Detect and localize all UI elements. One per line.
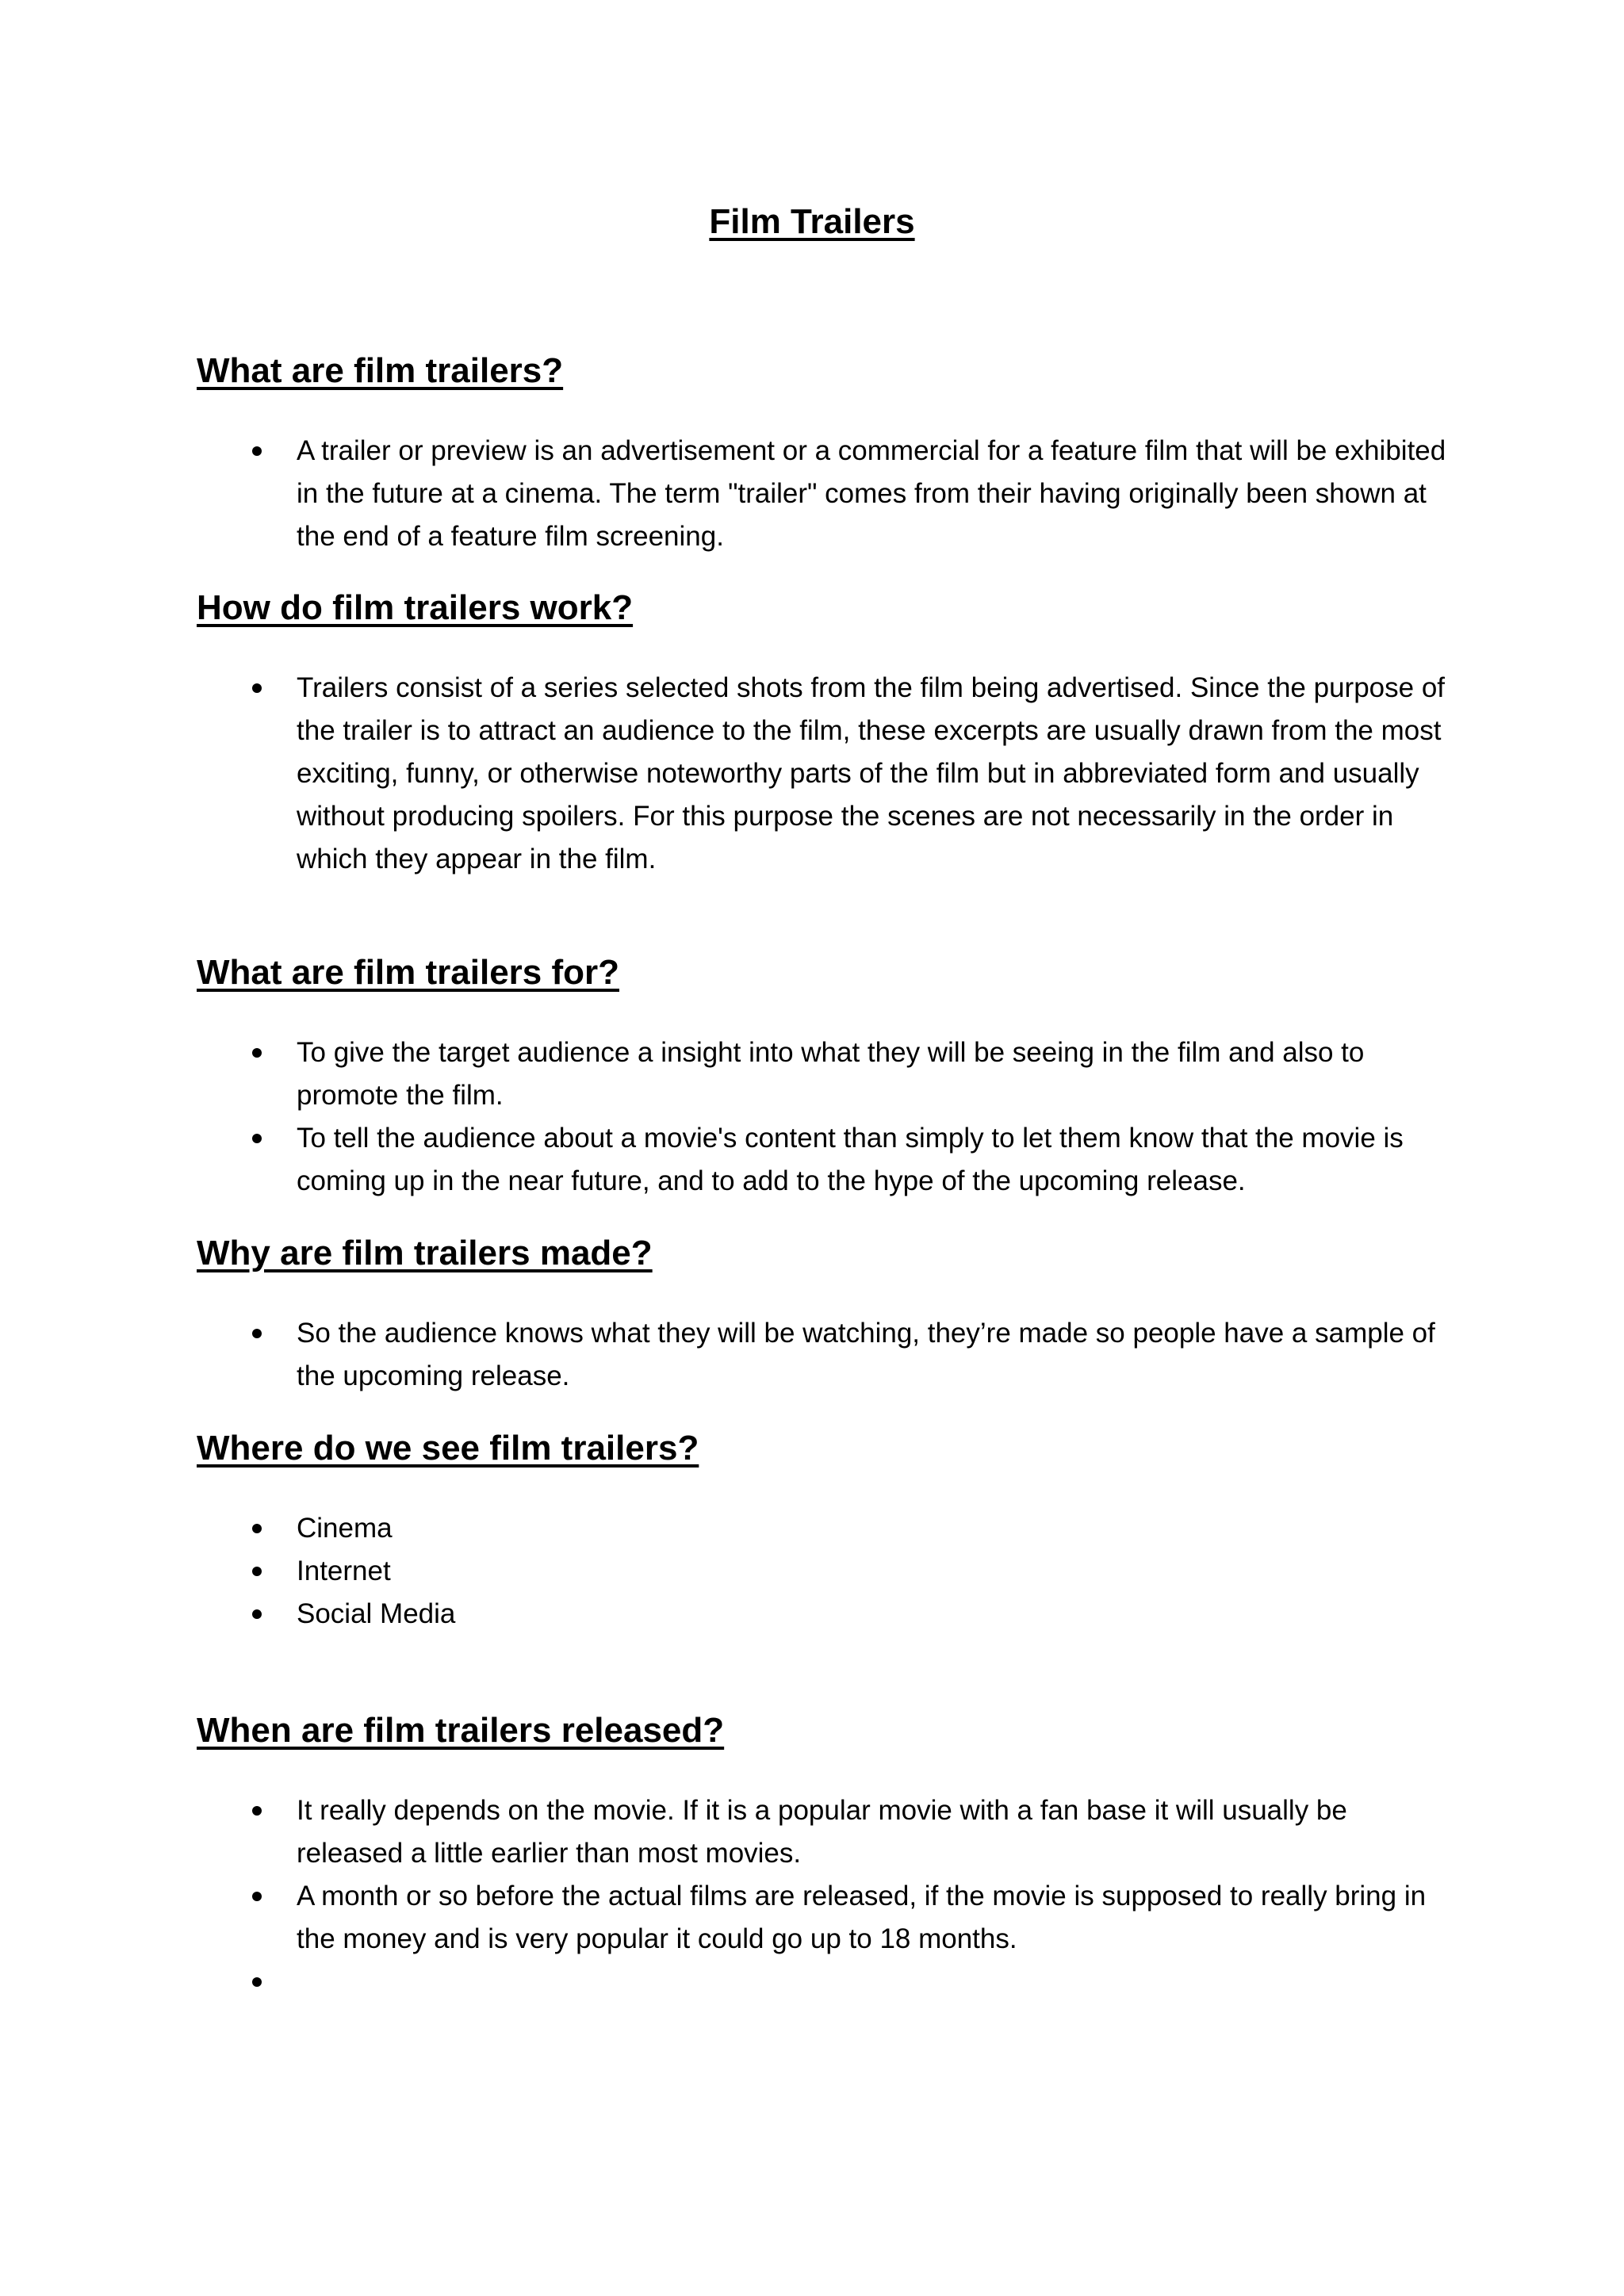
section-heading: When are film trailers released? [197,1711,725,1750]
bullet-icon [249,1117,265,1160]
section-heading: How do film trailers work? [197,588,634,627]
bullet-icon [249,1550,265,1593]
list-item-text: Internet [297,1556,391,1586]
list-item-text: A trailer or preview is an advertisement or a commercial for a feature film that will be exhibited in the future at a cinema. The term "trailer" comes from their having originally been shown at the end of a feature film screening. [297,435,1446,552]
list-item-text: So the audience knows what they will be watching, they’re made so people have a sample of the upcoming release. [297,1318,1435,1391]
bullet-icon [249,1507,265,1550]
list-item-text: To give the target audience a insight into what they will be seeing in the film and also to promote the film. [297,1037,1365,1111]
section-heading: Why are film trailers made? [197,1234,653,1272]
list-item [197,1031,1450,1117]
list-item [197,1117,1450,1203]
list-item [197,1789,1450,1875]
bullet-list [197,1789,1450,2003]
bullet-list [197,667,1450,881]
list-item [197,1961,1450,2003]
section-when-released [197,1705,1450,2003]
bullet-icon [249,1031,265,1074]
list-item [197,1593,1450,1636]
section-heading: What are film trailers for? [197,953,620,992]
bullet-icon [249,430,265,473]
bullet-list [197,430,1450,558]
bullet-icon [249,1961,265,2003]
list-item-text: It really depends on the movie. If it is a popular movie with a fan base it will usually be released a little earlier than most movies. [297,1795,1347,1869]
section-how-work [197,583,1450,881]
bullet-list [197,1312,1450,1398]
bullet-icon [249,1789,265,1832]
section-heading: Where do we see film trailers? [197,1429,699,1468]
section-where-see [197,1423,1450,1636]
list-item-text: Trailers consist of a series selected shots from the film being advertised. Since the purpose of the trailer is to attract an audience to the film, these excerpts are usually drawn from the most exciting, funny, or otherwise noteworthy parts of the film but in abbreviated form and usually without producing spoilers. For this purpose the scenes are not necessarily in the order in which they appear in the film. [297,672,1446,874]
list-item [197,430,1450,558]
bullet-list [197,1507,1450,1636]
list-item-text: Social Media [297,1598,456,1629]
bullet-icon [249,1593,265,1636]
list-item [197,1550,1450,1593]
bullet-icon [249,1312,265,1355]
list-item [197,667,1450,881]
list-item [197,1875,1450,1961]
section-heading: What are film trailers? [197,351,564,390]
section-what-for [197,947,1450,1203]
list-item-text: A month or so before the actual films are released, if the movie is supposed to really bring in the money and is very popular it could go up to 18 months. [297,1881,1427,1954]
bullet-list [197,1031,1450,1203]
list-item [197,1507,1450,1550]
list-item-text: To tell the audience about a movie's content than simply to let them know that the movie is coming up in the near future, and to add to the hype of the upcoming release. [297,1123,1404,1196]
section-why-made [197,1228,1450,1398]
bullet-icon [249,667,265,710]
document-title: Film Trailers [709,202,915,241]
list-item-text: Cinema [297,1513,393,1544]
section-what-are [197,346,1450,558]
bullet-icon [249,1875,265,1918]
list-item [197,1312,1450,1398]
